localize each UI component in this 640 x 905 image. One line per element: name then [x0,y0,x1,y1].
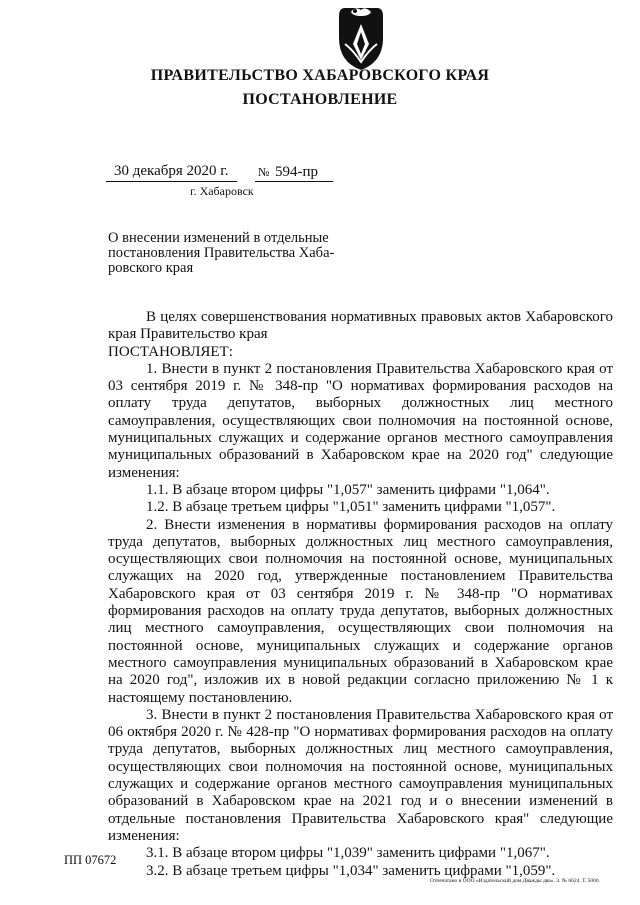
date-text: 30 декабря 2020 г. [114,163,229,179]
document-date [114,163,229,180]
document-subject: О внесении изменений в отдельные постановления Правительства Хаба-ровского края [108,230,335,276]
paragraph: 3.1. В абзаце втором цифры "1,039" заменить цифрами "1,067". [146,845,550,862]
document-body [108,309,613,880]
footer-code: ПП 07672 [64,853,117,867]
date-underline [106,181,237,182]
paragraph: 3.2. В абзаце третьем цифры "1,034" заменить цифрами "1,059". [146,862,556,879]
paragraph: 1.1. В абзаце втором цифры "1,057" заменить цифрами "1,064". [146,481,550,498]
decree-word: ПОСТАНОВЛЯЕТ: [108,343,233,360]
document-type: ПОСТАНОВЛЕНИЕ [242,91,398,108]
paragraph: 1.2. В абзаце третьем цифры "1,051" заменить цифрами "1,057". [146,499,556,516]
coat-of-arms-emblem [331,4,391,72]
document-number: 594-пр [275,164,319,180]
number-label: № [258,165,270,179]
number-underline [255,181,333,182]
document-city: г. Хабаровск [190,184,254,198]
paragraph: 3. Внести в пункт 2 постановления Правительства Хабаровского края от 06 октября 2020 г. № 428-пр "О нормативах формирования расходов на оплату труда депутатов, выборных должностных лиц местного самоуправления, осуществляющих свои полномочия на постоянной основе, муниципальных служащих и содержание органов местного самоуправления муниципальных образований в Хабаровском крае на 2021 год и о внесении изменений в отдельные постановления Правительства Хабаровского края" следующие изменения: [108,706,613,844]
printer-note: Отпечатано в ООО «Издательский дом Дважды два». З. № 6624. Т. 5000. [430,878,601,884]
government-title: ПРАВИТЕЛЬСТВО ХАБАРОВСКОГО КРАЯ [150,67,490,84]
preamble: В целях совершенствования нормативных правовых актов Хабаровского края Правительство края [108,309,613,343]
paragraph: 2. Внести изменения в нормативы формирования расходов на оплату труда депутатов, выборных должностных лиц местного самоуправления, осуществляющих свои полномочия на постоянной основе, муниципальных служащих на 2020 год, утвержденные постановлением Правительства Хабаровского края от 03 сентября 2019 г. № 348-пр "О нормативах формирования расходов на оплату труда депутатов, выборных должностных лиц местного самоуправления, осуществляющих свои полномочия на постоянной основе, муниципальных служащих и содержание органов местного самоуправления муниципальных образований в Хабаровском крае на 2020 год", изложив их в новой редакции согласно приложению № 1 к настоящему постановлению. [108,516,613,706]
paragraph: 1. Внести в пункт 2 постановления Правительства Хабаровского края от 03 сентября 2019 г. № 348-пр "О нормативах формирования расходов на оплату труда депутатов, выборных должностных лиц местного самоуправления, осуществляющих свои полномочия на постоянной основе, муниципальных служащих и содержание органов местного самоуправления муниципальных образований в Хабаровском крае на 2020 год" следующие изменения: [108,360,613,481]
